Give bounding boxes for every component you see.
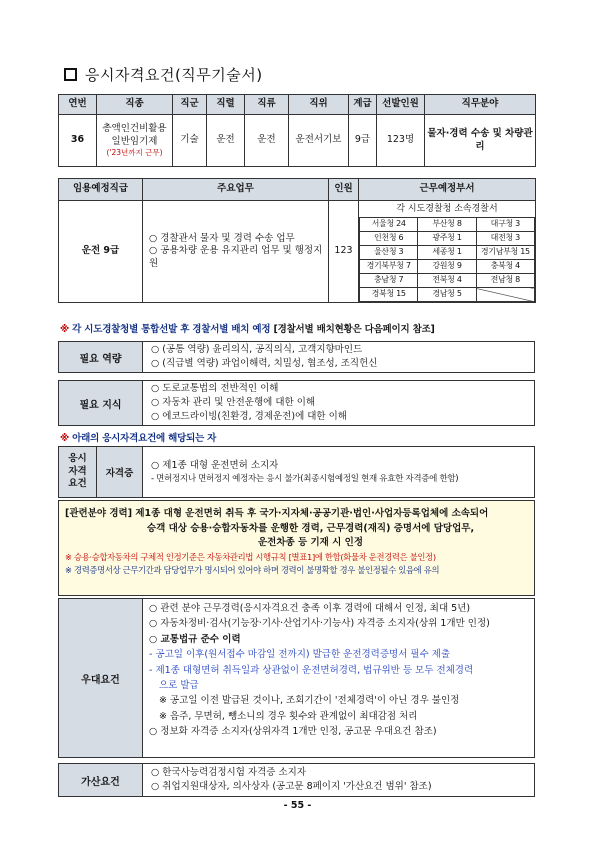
- experience-line: 운전차종 등 기재 시 인정: [258, 537, 363, 549]
- dept-item: 강원청 9: [418, 260, 476, 274]
- dept-item: 경북청 15: [360, 288, 418, 302]
- qualification-note: [60, 430, 216, 444]
- col-header: 직류: [245, 95, 289, 115]
- note-text: 아래의 응시자격요건에 해당되는 자: [69, 433, 217, 444]
- experience-heading: [65, 507, 528, 522]
- dept-item: 경기남부청 15: [476, 246, 534, 260]
- experience-blue-note: ※ 경력증명서상 근무기간과 담당업무가 명시되어 있어야 하며 경력이 불명확할 경우 불인정될수 있음에 유의: [65, 565, 440, 576]
- job-type-line1: 총액인건비활용: [102, 123, 167, 135]
- col-header: 선발인원: [377, 95, 425, 115]
- category-cell: 운전: [245, 115, 289, 167]
- duty-line: ○ 경찰관서 물자 및 경력 수송 업무: [149, 232, 295, 244]
- knowledge-box: [58, 380, 535, 426]
- bonus-label: 가산요건: [59, 764, 143, 796]
- dept-row: [360, 246, 535, 260]
- qualification-label: [59, 447, 97, 497]
- license-body: [143, 447, 534, 497]
- duties-cell: [143, 201, 329, 303]
- license-condition: - 면허정지나 면허정지 예정자는 응시 불가(최종시험예정일 현재 유효한 자격증에 한함): [151, 473, 459, 484]
- job-type-cell: [97, 115, 173, 167]
- dept-item: 경기북부청 7: [360, 260, 418, 274]
- rank-cell: 운전 9급: [59, 201, 143, 303]
- empty-diagonal-cell: [476, 288, 534, 302]
- knowledge-body: [143, 381, 534, 425]
- col-header: 연번: [59, 95, 97, 115]
- experience-box: [58, 500, 535, 596]
- duty-table-row: [59, 201, 536, 303]
- preference-line: ○ 교통법규 준수 이력: [149, 633, 241, 645]
- col-header: 주요업무: [143, 179, 329, 201]
- dept-row: [360, 274, 535, 288]
- dept-item: 대구청 3: [476, 218, 534, 232]
- preference-body: [143, 599, 534, 757]
- bonus-body: [143, 764, 534, 796]
- col-header: 직무분야: [425, 95, 536, 115]
- dept-row: [360, 260, 535, 274]
- col-header: 계급: [349, 95, 377, 115]
- dept-item: 대전청 3: [476, 232, 534, 246]
- position-table: [58, 94, 536, 167]
- dept-item: 인천청 6: [360, 232, 418, 246]
- section-title: [64, 64, 263, 85]
- note-mark: ※: [60, 433, 70, 444]
- page-number: - 55 -: [283, 800, 312, 811]
- qualification-label-line: 요건: [68, 478, 87, 490]
- qualification-label-line: 응시: [68, 452, 87, 464]
- experience-red-note: ※ 승용·승합자동차의 구체적 인정기준은 자동차관리법 시행규칙 [별표1]에 한함(화물차 운전경력은 불인정): [65, 552, 436, 563]
- competency-box: [58, 341, 535, 373]
- bonus-line: ○ 취업지원대상자, 의사상자 (공고문 8페이지 '가산요건 범위' 참조): [151, 781, 432, 792]
- knowledge-line: ○ 에코드라이빙(친환경, 경제운전)에 대한 이해: [151, 410, 347, 422]
- dept-header: 각 시도경찰청 소속경찰서: [396, 204, 498, 214]
- dept-item: 광주청 1: [418, 232, 476, 246]
- dept-item: 부산청 8: [418, 218, 476, 232]
- qualification-label-line: 자격: [68, 465, 87, 477]
- competency-body: [143, 342, 534, 372]
- col-header: 임용예정직급: [59, 179, 143, 201]
- license-label: 자격증: [97, 447, 143, 497]
- col-header: 직종: [97, 95, 173, 115]
- position-table-row: [59, 115, 536, 167]
- note-bracket: [경찰서별 배치현황은 다음페이지 참조]: [273, 324, 435, 335]
- preference-line: ○ 관련 분야 근무경력(응시자격요건 충족 이후 경력에 대해서 인정, 최대 5년): [149, 603, 471, 614]
- bonus-box: [58, 763, 535, 797]
- duty-table-header: [59, 179, 536, 201]
- headcount-cell: 123: [329, 201, 359, 303]
- license-line: ○ 제1종 대형 운전면허 소지자: [151, 459, 279, 471]
- col-header: 직렬: [207, 95, 245, 115]
- preference-line: - 제1종 대형면허 취득일과 상관없이 운전면허경력, 법규위반 등 모두 전체경력: [149, 664, 474, 676]
- dept-item: 전북청 4: [418, 274, 476, 288]
- count-cell: 123명: [377, 115, 425, 167]
- dept-row: [360, 232, 535, 246]
- experience-text: 제1종 대형 운전면허 취득 후 국가·지자체·공공기관·법인·사업자등록업체에 소속되어: [132, 508, 489, 519]
- checkbox-icon: [64, 68, 77, 81]
- placement-note: [60, 321, 435, 335]
- col-header: 근무예정부서: [359, 179, 536, 201]
- knowledge-line: ○ 자동차 관리 및 안전운행에 대한 이해: [151, 397, 316, 409]
- qualification-box: [58, 446, 535, 498]
- dept-item: 울산청 3: [360, 246, 418, 260]
- job-type-note: ('23년까지 근무): [106, 147, 163, 157]
- col-header: 직군: [173, 95, 207, 115]
- job-type-line2: 일반임기제: [111, 135, 158, 147]
- field-cell: 물자·경력 수송 및 차량관리: [425, 115, 536, 167]
- preference-label: 우대요건: [59, 599, 143, 757]
- experience-line: 승객 대상 승용·승합자동차를 운행한 경력, 근무경력(재직) 증명서에 담당업무,: [146, 522, 475, 534]
- competency-line: ○ (공통 역량) 윤리의식, 공직의식, 고객지향마인드: [151, 344, 363, 356]
- dept-item: 충남청 7: [360, 274, 418, 288]
- dept-cell: [359, 201, 536, 303]
- duty-line: ○ 공용차량 운용 유지관리 업무 및 행정지원: [149, 245, 323, 269]
- row-number: 36: [59, 115, 97, 167]
- duty-table: [58, 178, 536, 303]
- dept-item: 세종청 1: [418, 246, 476, 260]
- col-header: 인원: [329, 179, 359, 201]
- preference-line: ※ 음주, 무면허, 뺑소니의 경우 횟수와 관계없이 최대감점 처리: [159, 710, 418, 722]
- preference-line: - 공고일 이후(원서접수 마감일 전까지) 발급한 운전경력증명서 필수 제출: [149, 649, 451, 661]
- dept-item: 경남청 5: [418, 288, 476, 302]
- dept-item: 충북청 4: [476, 260, 534, 274]
- dept-row: [360, 288, 535, 302]
- position-cell: 운전서기보: [289, 115, 349, 167]
- preference-line: ○ 정보화 자격증 소지자(상위자격 1개만 인정, 공고문 우대요건 참조): [149, 726, 437, 737]
- bonus-line: ○ 한국사능력검정시험 자격증 소지자: [151, 767, 307, 779]
- position-table-header: [59, 95, 536, 115]
- competency-line: ○ (직급별 역량) 과업이해력, 치밀성, 협조성, 조직헌신: [151, 358, 378, 369]
- note-mark: ※: [60, 324, 70, 335]
- col-header: 직위: [289, 95, 349, 115]
- section-title-text: 응시자격요건(직무기술서): [85, 66, 263, 84]
- group-cell: 기술: [173, 115, 207, 167]
- preference-box: [58, 598, 535, 758]
- dept-row: [360, 218, 535, 232]
- dept-grid: [359, 217, 535, 302]
- competency-label: 필요 역량: [59, 342, 143, 372]
- preference-line: ※ 공고일 이전 발급된 것이나, 조회기간이 '전체경력'이 아닌 경우 불인정: [159, 695, 460, 707]
- preference-line: ○ 자동차정비·검사(기능장·기사·산업기사·기능사) 자격증 소지자(상위 1개만 인정): [149, 618, 490, 630]
- preference-line: 으로 발급: [159, 679, 199, 691]
- note-text: 각 시도경찰청별 통합선발 후 경찰서별 배치 예정: [69, 324, 274, 335]
- series-cell: 운전: [207, 115, 245, 167]
- dept-item: 서울청 24: [360, 218, 418, 232]
- knowledge-label: 필요 지식: [59, 381, 143, 425]
- grade-cell: 9급: [349, 115, 377, 167]
- experience-prefix: [관련분야 경력]: [65, 508, 133, 519]
- knowledge-line: ○ 도로교통법의 전반적인 이해: [151, 383, 279, 395]
- dept-item: 전남청 8: [476, 274, 534, 288]
